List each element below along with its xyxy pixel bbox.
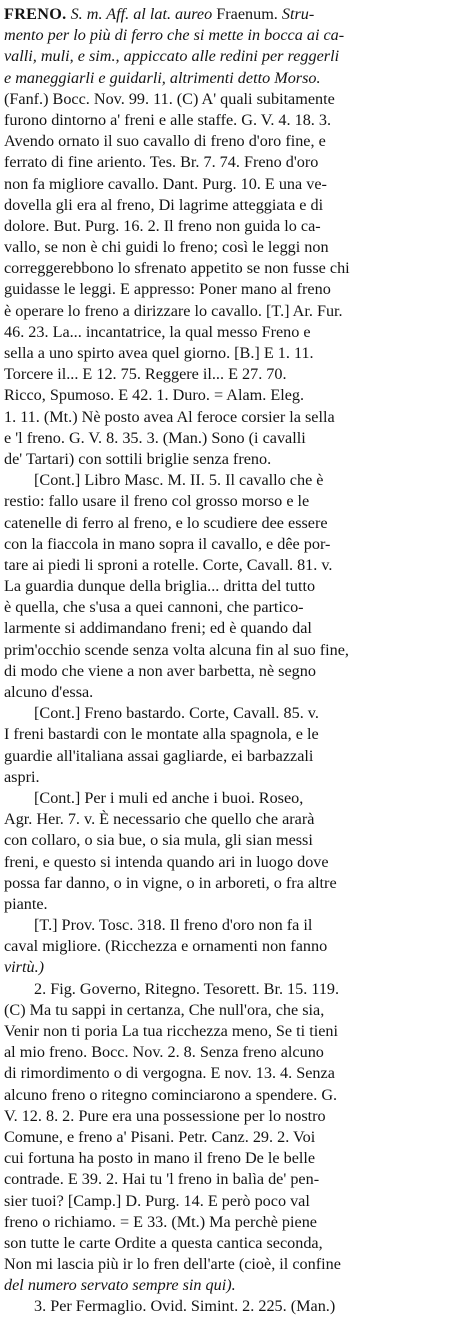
- paragraph-line: di rimordimento o di vergogna. E nov. 13. 4. Senza: [4, 1064, 335, 1083]
- paragraph-muli-buoi: [4, 788, 470, 915]
- entry-line: 1. 11. (Mt.) Nè posto avea Al feroce corsier la sella: [4, 407, 335, 426]
- entry-line: non fa migliore cavallo. Dant. Purg. 10. E una ve-: [4, 174, 327, 193]
- paragraph-line: freno o richiamo. = E 33. (Mt.) Ma perchè piene: [4, 1212, 317, 1231]
- entry-line: FRENO. S. m. Aff. al lat. aureo Fraenum. Stru-: [4, 5, 315, 23]
- entry-line: e maneggiarli e guidarli, altrimenti detto Morso.: [4, 68, 321, 87]
- paragraph-sense-2: [4, 979, 470, 1297]
- paragraph-line: Venir non ti poria La tua ricchezza meno, Se ti tieni: [4, 1022, 338, 1040]
- paragraph-line: guardie all'italiana assai gagliarde, ei barbazzali: [4, 746, 314, 765]
- paragraph-line: di modo che viene a non aver barbetta, nè segno: [4, 661, 316, 680]
- paragraph-line: aspri.: [4, 767, 40, 786]
- paragraph-freno-bastardo: [4, 703, 470, 788]
- entry-line: sella a uno spirto avea quel giorno. [B.] E 1. 11.: [4, 344, 314, 362]
- paragraph-line: alcuno freno o ritegno cominciarono a spendere. G.: [4, 1085, 338, 1104]
- paragraph-line: freni, e questo si intenda quando ari in luogo dove: [4, 852, 329, 871]
- paragraph-sense-3: [4, 1296, 470, 1317]
- paragraph-line: piante.: [4, 894, 48, 913]
- paragraph-line: 3. Per Fermaglio. Ovid. Simint. 2. 225. (Man.): [34, 1297, 336, 1316]
- paragraph-line: [Cont.] Freno bastardo. Corte, Cavall. 85. v.: [34, 704, 319, 723]
- paragraph-line: al mio freno. Bocc. Nov. 2. 8. Senza freno alcuno: [4, 1043, 324, 1062]
- paragraph-line: larmente si addimandano freni; ed è quando dal: [4, 619, 312, 638]
- entry-line: guidasse le leggi. E appresso: Poner mano al freno: [4, 280, 331, 299]
- paragraph-line: virtù.): [4, 958, 45, 977]
- paragraph-line: possa far danno, o in vigne, o in arboreti, o fra altre: [4, 873, 337, 892]
- paragraph-libro-masc: [4, 470, 470, 703]
- paragraph-line: sier tuoi? [Camp.] D. Purg. 14. E però poco val: [4, 1191, 310, 1210]
- paragraph-prov-tosc: [4, 915, 470, 979]
- entry-line: correggerebbono lo sfrenato appetito se non fusse chi: [4, 259, 350, 278]
- paragraph-line: V. 12. 8. 2. Pure era una possessione per lo nostro: [4, 1106, 326, 1125]
- entry-line: valli, muli, e sim., appiccato alle redini per reggerli: [4, 47, 340, 66]
- entry-line: (Fanf.) Bocc. Nov. 99. 11. (C) A' quali subitamente: [4, 89, 335, 108]
- entry-line: e 'l freno. G. V. 8. 35. 3. (Man.) Sono (i cavalli: [4, 428, 306, 447]
- entry-line: 46. 23. La... incantatrice, la qual messo Freno e: [4, 322, 311, 341]
- paragraph-line: tare ai piedi li sproni a rotelle. Corte, Cavall. 81. v.: [4, 555, 333, 574]
- entry-line: ferrato di fine ariento. Tes. Br. 7. 74. Freno d'oro: [4, 153, 319, 172]
- entry-freno: [4, 4, 470, 470]
- paragraph-line: [T.] Prov. Tosc. 318. Il freno d'oro non fa il: [34, 916, 313, 935]
- paragraph-line: prim'occhio scende senza volta alcuna fin al suo fine,: [4, 640, 349, 659]
- entry-line: de' Tartari) con sottili briglie senza freno.: [4, 449, 272, 468]
- paragraph-line: Non mi lascia più ir lo fren dell'arte (cioè, il confine: [4, 1255, 341, 1274]
- paragraph-line: I freni bastardi con le montate alla spagnola, e le: [4, 725, 319, 744]
- paragraph-line: restio: fallo usare il freno col grosso morso e le: [4, 492, 310, 511]
- paragraph-line: con la fiaccola in mano sopra il cavallo, e dêe por-: [4, 534, 331, 553]
- paragraph-line: [Cont.] Per i muli ed anche i buoi. Roseo,: [34, 788, 304, 807]
- paragraph-line: Agr. Her. 7. v. È necessario che quello che ararà: [4, 810, 315, 829]
- entry-line: furono dintorno a' freni e alle staffe. G. V. 4. 18. 3.: [4, 110, 332, 129]
- paragraph-line: La guardia dunque della briglia... dritta del tutto: [4, 577, 316, 596]
- dictionary-page: [4, 4, 470, 1318]
- headword: FRENO.: [4, 5, 67, 23]
- paragraph-line: cui fortuna ha posto in mano il freno De le belle: [4, 1149, 316, 1168]
- entry-line: è operare lo freno a dirizzare lo cavallo. [T.] Ar. Fur.: [4, 301, 343, 320]
- paragraph-line: [Cont.] Libro Masc. M. II. 5. Il cavallo che è: [34, 471, 324, 490]
- entry-line: dovella gli era al freno, Di lagrime atteggiata e di: [4, 195, 324, 214]
- paragraph-line: alcuno d'essa.: [4, 683, 94, 701]
- paragraph-line: del numero servato sempre sin qui).: [4, 1276, 236, 1295]
- paragraph-line: è quella, che s'usa a quei cannoni, che partico-: [4, 598, 304, 617]
- entry-line: Torcere il... E 12. 75. Reggere il... E 27. 70.: [4, 365, 287, 384]
- paragraph-line: catenelle di ferro al freno, e lo scudiere dee essere: [4, 513, 328, 532]
- paragraph-line: 2. Fig. Governo, Ritegno. Tesorett. Br. 15. 119.: [34, 979, 340, 998]
- entry-line: Ricco, Spumoso. E 42. 1. Duro. = Alam. Eleg.: [4, 386, 305, 405]
- entry-line: dolore. But. Purg. 16. 2. Il freno non guida lo ca-: [4, 216, 321, 235]
- paragraph-line: Comune, e freno a' Pisani. Petr. Canz. 29. 2. Voi: [4, 1127, 316, 1146]
- paragraph-line: caval migliore. (Ricchezza e ornamenti non fanno: [4, 937, 328, 956]
- entry-line: vallo, se non è chi guidi lo freno; così le leggi non: [4, 238, 329, 257]
- entry-line: mento per lo più di ferro che si mette in bocca ai ca-: [4, 26, 345, 45]
- paragraph-line: (C) Ma tu sappi in certanza, Che null'ora, che sia,: [4, 1000, 325, 1019]
- paragraph-line: con collaro, o sia bue, o sia mula, gli sian messi: [4, 831, 313, 850]
- paragraph-line: son tutte le carte Ordite a questa cantica seconda,: [4, 1233, 323, 1252]
- entry-line: Avendo ornato il suo cavallo di freno d'oro fine, e: [4, 132, 326, 151]
- paragraph-line: contrade. E 39. 2. Hai tu 'l freno in balìa de' pen-: [4, 1170, 320, 1189]
